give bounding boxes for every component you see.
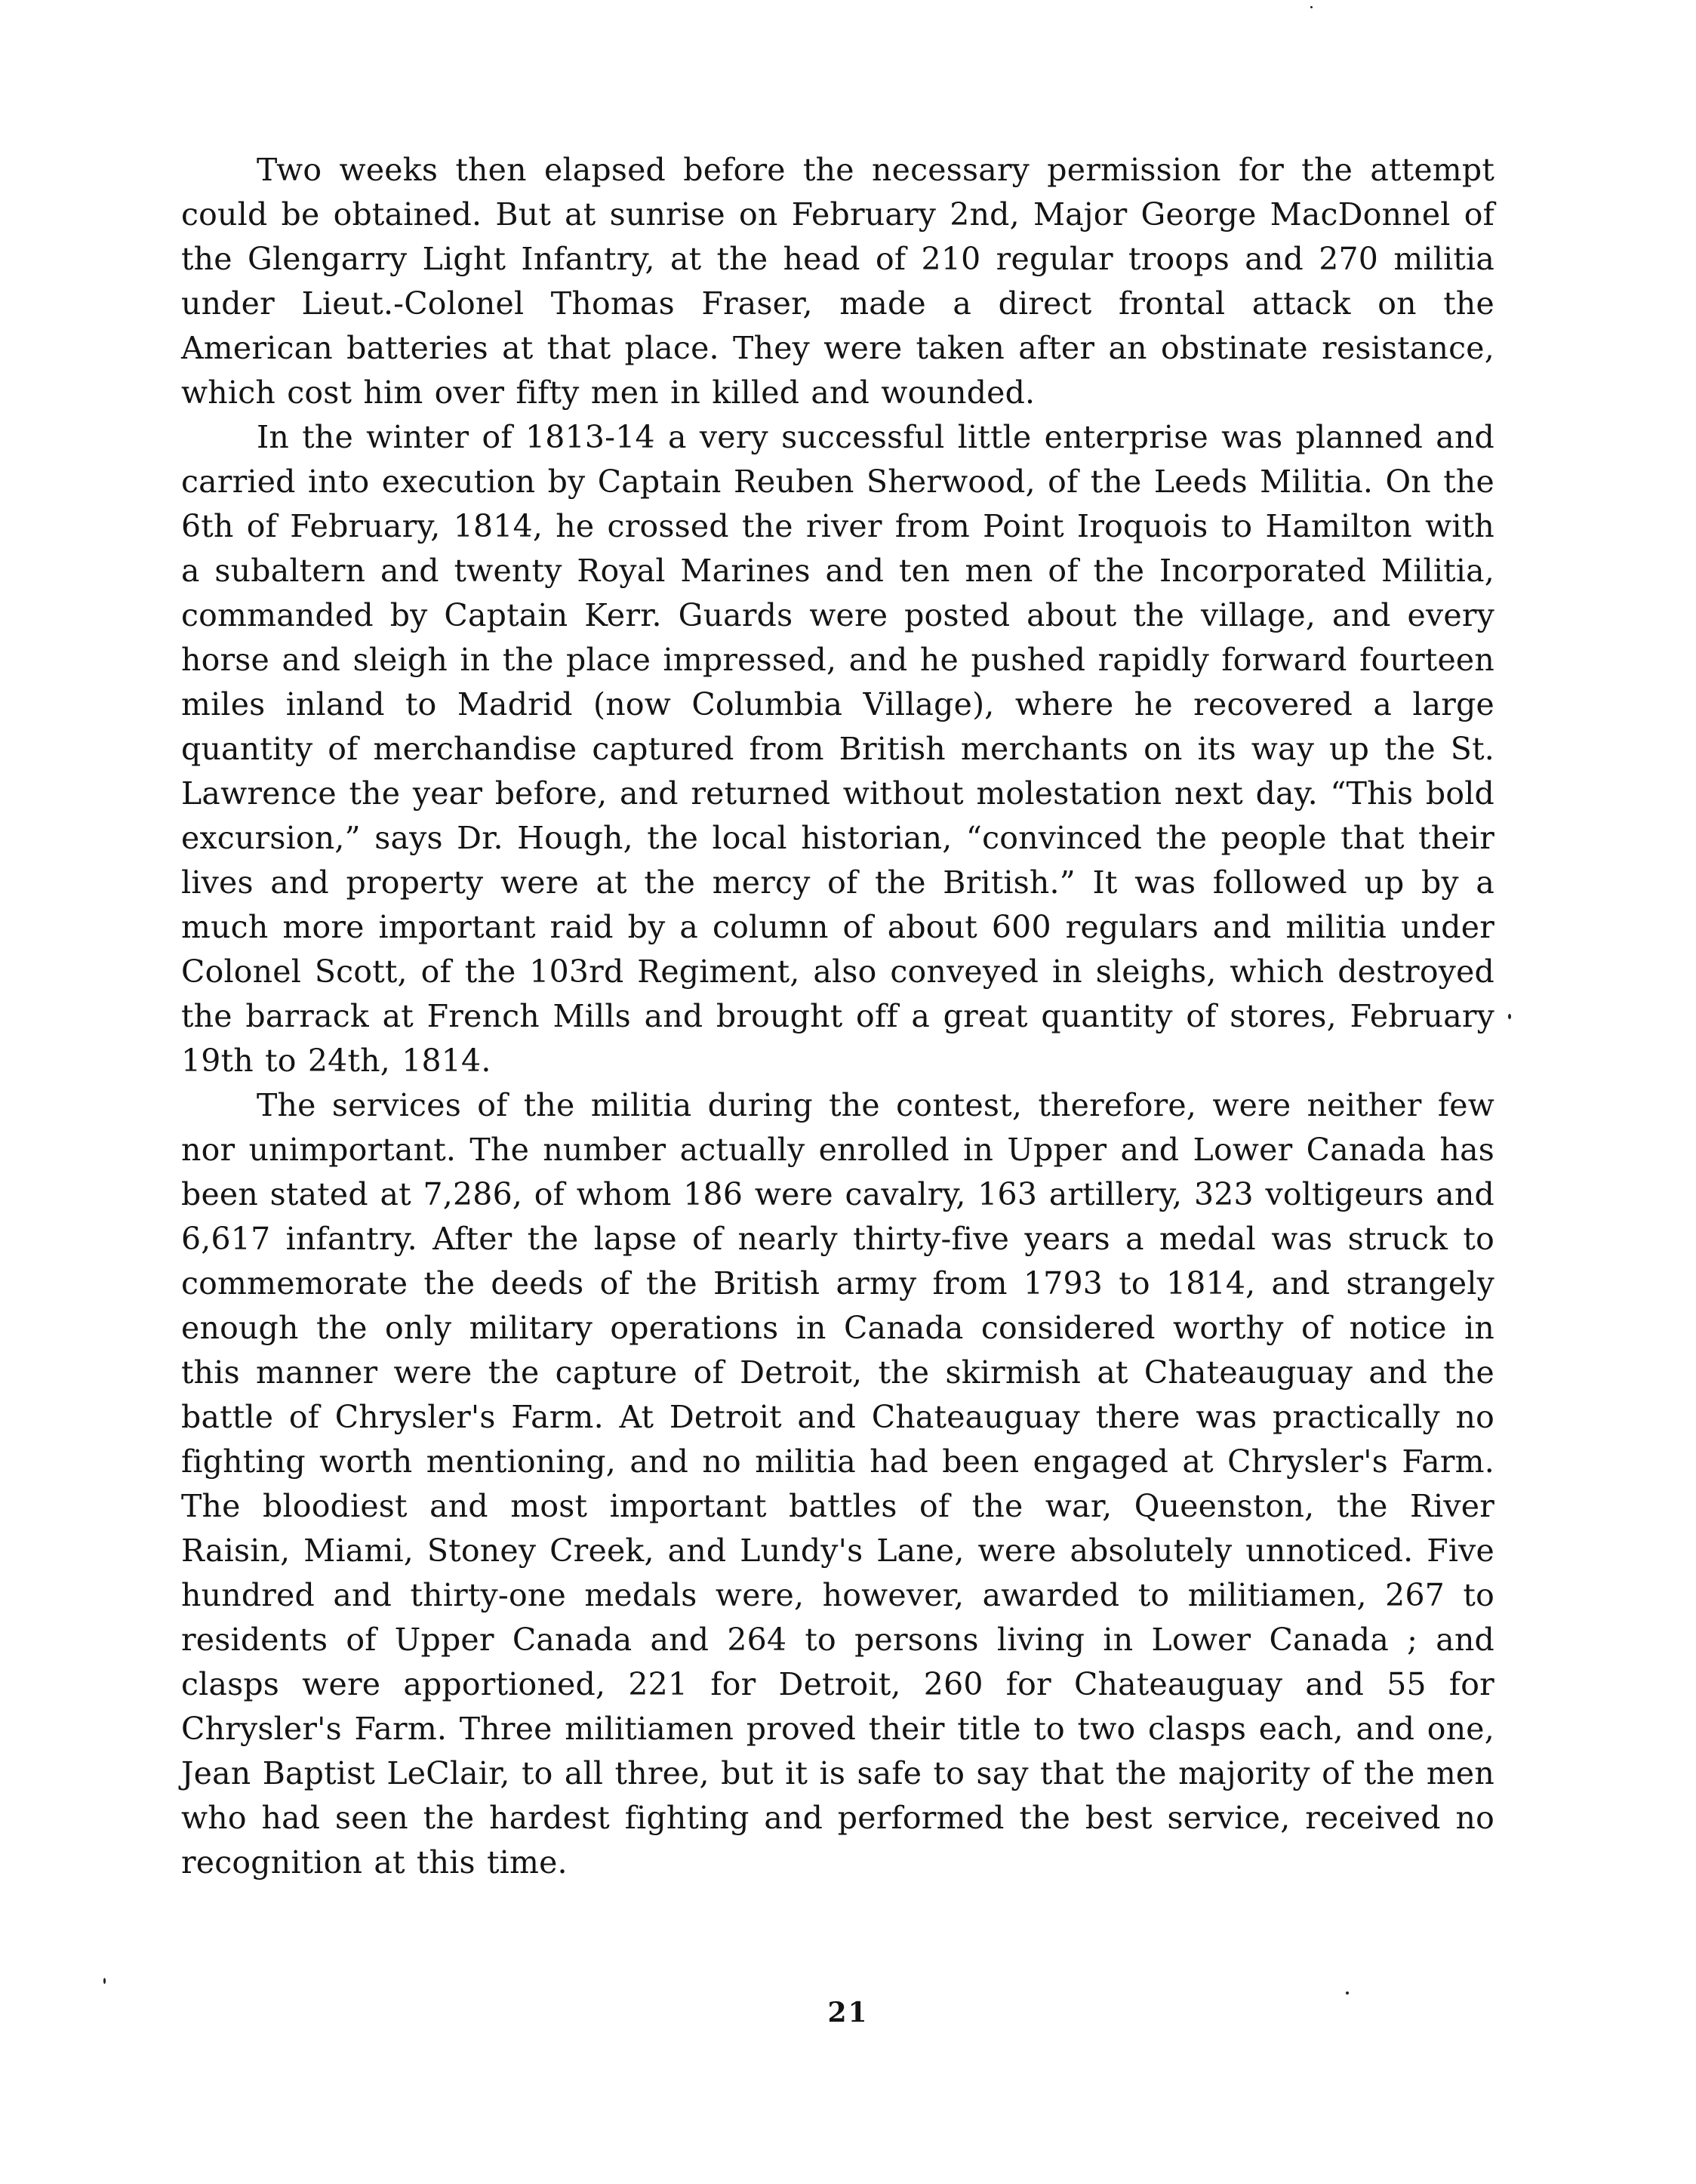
scan-speck: [103, 1978, 106, 1984]
scan-speck: [1508, 1014, 1511, 1019]
body-text: [181, 148, 1494, 1885]
scan-speck: [1346, 1991, 1349, 1995]
scan-speck: [1310, 6, 1313, 8]
paragraph-macdonnel-attack: Two weeks then elapsed before the necessary permission for the attempt could be obtained. But at sunrise on February 2nd, Major George MacDonnel of the Glengarry Light Infantry, at the head of 210 regular troops and 270 militia under Lieut.-Colonel Thomas Fraser, made a direct frontal attack on the American batteries at that place. They were taken after an obstinate resistance, which cost him over fifty men in killed and wounded.: [181, 152, 1494, 411]
page-number: 21: [827, 1997, 869, 2028]
paragraph-sherwood-raid: In the winter of 1813-14 a very successful little enterprise was planned and carried into execution by Captain Reuben Sherwood, of the Leeds Militia. On the 6th of February, 1814, he crossed the river from Point Iroquois to Hamilton with a subaltern and twenty Royal Marines and ten men of the Incorporated Militia, commanded by Captain Kerr. Guards were posted about the village, and every horse and sleigh in the place impressed, and he pushed rapidly forward fourteen miles inland to Madrid (now Columbia Village), where he recovered a large quantity of merchandise captured from British merchants on its way up the St. Lawrence the year before, and returned without molestation next day. “This bold excursion,” says Dr. Hough, the local historian, “convinced the people that their lives and property were at the mercy of the British.” It was followed up by a much more important raid by a column of about 600 regulars and militia under Colonel Scott, of the 103rd Regiment, also conveyed in sleighs, which destroyed the barrack at French Mills and brought off a great quantity of stores, February 19th to 24th, 1814.: [181, 419, 1494, 1079]
paragraph-militia-services: The services of the militia during the contest, therefore, were neither few nor unimportant. The number actually enrolled in Upper and Lower Canada has been stated at 7,286, of whom 186 were cavalry, 163 artillery, 323 voltigeurs and 6,617 infantry. After the lapse of nearly thirty-five years a medal was struck to commemorate the deeds of the British army from 1793 to 1814, and strangely enough the only military operations in Canada considered worthy of notice in this manner were the capture of Detroit, the skirmish at Chateauguay and the battle of Chrysler's Farm. At Detroit and Chateauguay there was practically no fighting worth mentioning, and no militia had been engaged at Chrysler's Farm. The bloodiest and most important battles of the war, Queenston, the River Raisin, Miami, Stoney Creek, and Lundy's Lane, were absolutely unnoticed. Five hundred and thirty-one medals were, however, awarded to militiamen, 267 to residents of Upper Canada and 264 to persons living in Lower Canada ; and clasps were apportioned, 221 for Detroit, 260 for Chateauguay and 55 for Chrysler's Farm. Three militiamen proved their title to two clasps each, and one, Jean Baptist LeClair, to all three, but it is safe to say that the majority of the men who had seen the hardest fighting and performed the best service, received no recognition at this time.: [181, 1087, 1494, 1881]
